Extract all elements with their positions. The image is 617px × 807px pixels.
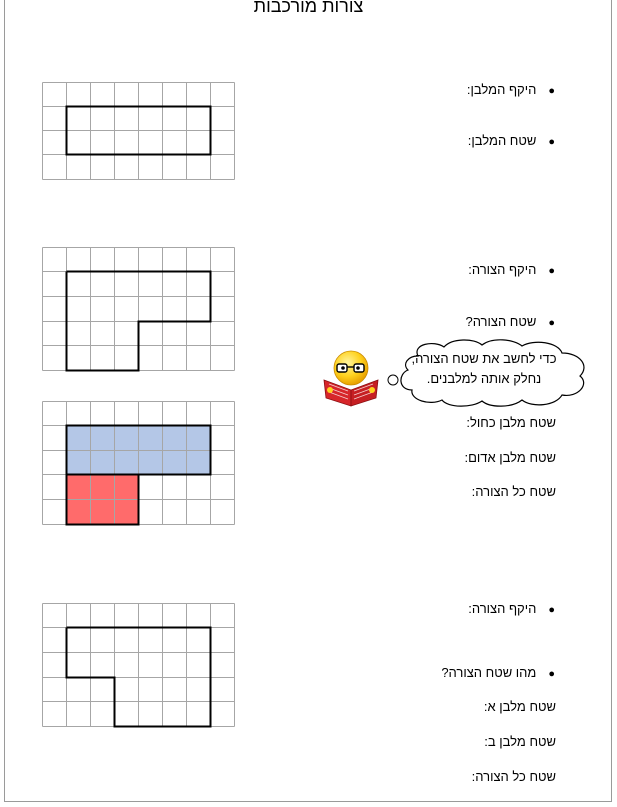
grid-colored-split bbox=[42, 401, 236, 527]
grid-lines bbox=[43, 604, 235, 727]
label-blue-area: שטח מלבן כחול: bbox=[466, 415, 556, 430]
question-shape-area: ●שטח הצורה? bbox=[465, 314, 555, 329]
label-red-area: שטח מלבן אדום: bbox=[464, 450, 556, 465]
question-shape-perimeter: ●היקף הצורה: bbox=[468, 262, 555, 277]
grid-l-shape bbox=[42, 247, 236, 373]
hint-line-2: נחלק אותה למלבנים. bbox=[426, 371, 542, 386]
page-title: צורות מורכבות bbox=[253, 0, 364, 16]
grid-lines bbox=[43, 83, 235, 180]
grid-rectangle bbox=[42, 82, 236, 182]
bullet-icon: ● bbox=[548, 668, 555, 680]
question-rect-area: ●שטח המלבן: bbox=[467, 133, 555, 148]
label-rect-b-area: שטח מלבן ב: bbox=[484, 734, 556, 749]
label-rect-a-area: שטח מלבן א: bbox=[483, 699, 556, 714]
bullet-icon: ● bbox=[548, 604, 555, 616]
question-rect-perimeter: ●היקף המלבן: bbox=[466, 82, 555, 97]
hint-text bbox=[386, 349, 582, 389]
bullet-icon: ● bbox=[548, 265, 555, 277]
label-step-total-area: שטח כל הצורה: bbox=[471, 769, 556, 784]
reading-emoji-icon bbox=[318, 350, 384, 408]
hint-line-1: כדי לחשב את שטח הצורה, bbox=[411, 351, 557, 366]
question-step-perimeter: ●היקף הצורה: bbox=[468, 601, 555, 616]
grid-step-shape bbox=[42, 603, 236, 729]
bullet-icon: ● bbox=[548, 136, 555, 148]
question-step-area: ●מהו שטח הצורה? bbox=[441, 665, 555, 680]
bullet-icon: ● bbox=[548, 317, 555, 329]
bullet-icon: ● bbox=[548, 85, 555, 97]
label-total-area: שטח כל הצורה: bbox=[471, 484, 556, 499]
